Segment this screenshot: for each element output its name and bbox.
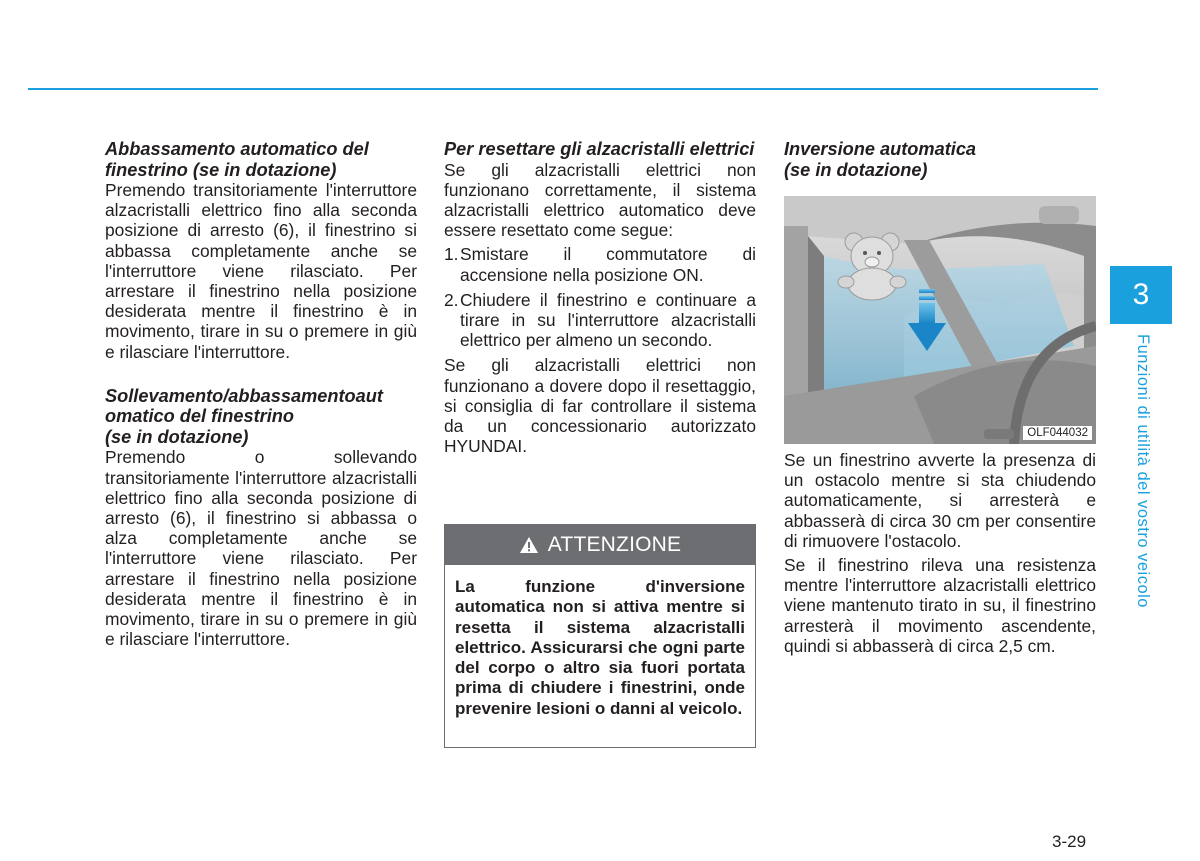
car-window-illustration bbox=[784, 196, 1096, 444]
warning-triangle-icon bbox=[519, 536, 539, 554]
step-number: 2. bbox=[444, 289, 459, 310]
reset-step bbox=[444, 290, 756, 351]
illustration-auto-reverse bbox=[784, 196, 1096, 444]
reset-outro: Se gli alzacristalli elettrici non funzionano a dovere dopo il resettaggio, si consiglia di far controllare il sistema da un concessionario autorizzato HYUNDAI. bbox=[444, 355, 756, 457]
header-rule bbox=[28, 88, 1098, 90]
warning-header bbox=[445, 525, 755, 565]
reset-step bbox=[444, 244, 756, 284]
section-title-auto-reverse bbox=[784, 139, 1096, 180]
title-line: (se in dotazione) bbox=[105, 426, 249, 447]
reset-intro: Se gli alzacristalli elettrici non funzionano correttamente, il sistema alzacristalli elettrico automatico deve essere resettato come segue: bbox=[444, 159, 756, 241]
column-left bbox=[105, 139, 417, 649]
reset-steps bbox=[444, 244, 756, 350]
title-line: Sollevamento/abbassamentoaut bbox=[105, 385, 383, 406]
auto-reverse-text bbox=[784, 450, 1096, 656]
figure-code: OLF044032 bbox=[1023, 426, 1092, 440]
page-number: 3-29 bbox=[1052, 832, 1087, 851]
column-middle bbox=[444, 139, 756, 456]
title-line: omatico del finestrino bbox=[105, 406, 294, 427]
step-text: Chiudere il finestrino e continuare a tirare in su l'interruttore alzacristalli elettrico per almeno un secondo. bbox=[460, 289, 756, 351]
warning-body: La funzione d'inversione automatica non si attiva mentre si resetta il sistema alzacristalli elettrico. Assicurarsi che ogni parte del corpo o altro sia fuori portata prima di chiudere i finestrini, onde prevenire lesioni o danni al veicolo. bbox=[455, 577, 745, 718]
auto-reverse-para: Se il finestrino rileva una resistenza mentre l'interruttore alzacristalli elettrico viene mantenuto tirato in su, il finestrino arresterà il movimento ascendente, quindi si abbasserà di circa 2,5 cm. bbox=[784, 555, 1096, 656]
warning-label: ATTENZIONE bbox=[547, 533, 682, 556]
section-title-auto-up-down bbox=[105, 386, 417, 448]
step-number: 1. bbox=[444, 244, 459, 265]
column-right bbox=[784, 139, 1096, 180]
chapter-title-vertical: Funzioni di utilità del vostro veicolo bbox=[1134, 334, 1152, 608]
title-line: Inversione automatica bbox=[784, 139, 977, 159]
step-text: Smistare il commutatore di accensione nella posizione ON. bbox=[460, 244, 756, 285]
section-body-auto-up-down: Premendo o sollevando transitoriamente l'interruttore alzacristalli elettrico fino alla seconda posizione di arresto (6), il finestrino si abbassa o alza completamente anche se l'interruttore viene rilasciato. Per arrestare il finestrino nella posizione desiderata mentre il finestrino è in movimento, tirare in su o premere in giù e rilasciare l'interruttore. bbox=[105, 447, 417, 650]
warning-box bbox=[444, 524, 756, 748]
section-title-reset: Per resettare gli alzacristalli elettrici bbox=[444, 139, 755, 159]
section-title-auto-down: Abbassamento automatico del finestrino (se in dotazione) bbox=[105, 139, 369, 180]
title-line: (se in dotazione) bbox=[784, 159, 928, 180]
auto-reverse-para: Se un finestrino avverte la presenza di un ostacolo mentre si sta chiudendo automaticamente, si arresterà e abbasserà di circa 30 cm per consentire di rimuovere l'ostacolo. bbox=[784, 450, 1096, 551]
chapter-number-tab: 3 bbox=[1110, 266, 1172, 324]
section-body-auto-down: Premendo transitoriamente l'interruttore alzacristalli elettrico fino alla seconda posizione di arresto (6), il finestrino si abbassa completamente anche se l'interruttore viene rilasciato. Per arrestare il finestrino nella posizione desiderata mentre il finestrino è in movimento, tirare in su o premere in giù e rilasciare l'interruttore. bbox=[105, 180, 417, 362]
